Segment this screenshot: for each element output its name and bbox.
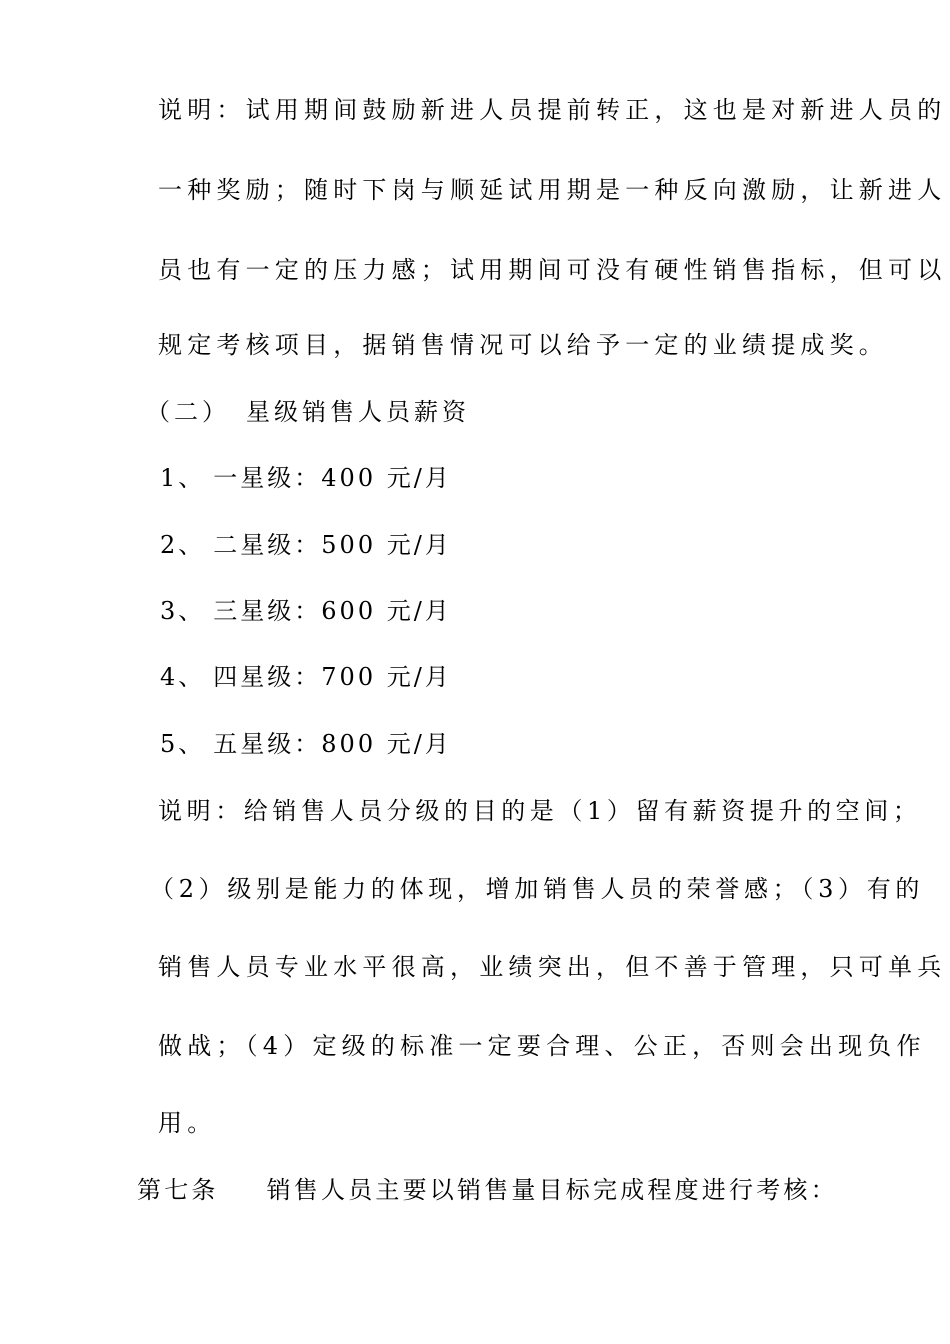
article-number: 第七条 xyxy=(137,1176,219,1204)
article-line xyxy=(137,1175,838,1205)
paragraph-line: 一种奖励；随时下岗与顺延试用期是一种反向激励，让新进人 xyxy=(158,176,947,204)
list-text: 三星级：600 元/月 xyxy=(213,597,452,625)
list-index: 3、 xyxy=(160,597,206,625)
section-title: 星级销售人员薪资 xyxy=(246,398,470,426)
list-item xyxy=(160,662,452,692)
paragraph-line: 说明：试用期间鼓励新进人员提前转正，这也是对新进人员的 xyxy=(158,96,947,124)
list-index: 4、 xyxy=(160,663,206,691)
section-heading xyxy=(146,397,470,427)
list-item xyxy=(160,729,452,759)
list-text: 一星级：400 元/月 xyxy=(213,464,452,492)
list-text: 四星级：700 元/月 xyxy=(213,663,452,691)
list-index: 2、 xyxy=(160,531,206,559)
paragraph-line: 规定考核项目，据销售情况可以给予一定的业绩提成奖。 xyxy=(158,331,888,359)
list-item xyxy=(160,596,452,626)
paragraph-line: 说明：给销售人员分级的目的是（1）留有薪资提升的空间； xyxy=(158,797,922,825)
list-index: 5、 xyxy=(160,730,206,758)
paragraph-line: （2）级别是能力的体现，增加销售人员的荣誉感；（3）有的 xyxy=(150,875,925,903)
paragraph-line: 做战；（4）定级的标准一定要合理、公正，否则会出现负作 xyxy=(158,1032,926,1060)
list-item xyxy=(160,530,452,560)
list-item xyxy=(160,463,452,493)
paragraph-line: 用。 xyxy=(158,1109,217,1137)
section-number: （二） xyxy=(146,398,230,426)
paragraph-line: 员也有一定的压力感；试用期间可没有硬性销售指标，但可以 xyxy=(158,256,947,284)
paragraph-line: 销售人员专业水平很高，业绩突出，但不善于管理，只可单兵 xyxy=(158,953,947,981)
article-text: 销售人员主要以销售量目标完成程度进行考核： xyxy=(266,1176,838,1204)
list-index: 1、 xyxy=(160,464,206,492)
list-text: 二星级：500 元/月 xyxy=(213,531,452,559)
list-text: 五星级：800 元/月 xyxy=(213,730,452,758)
